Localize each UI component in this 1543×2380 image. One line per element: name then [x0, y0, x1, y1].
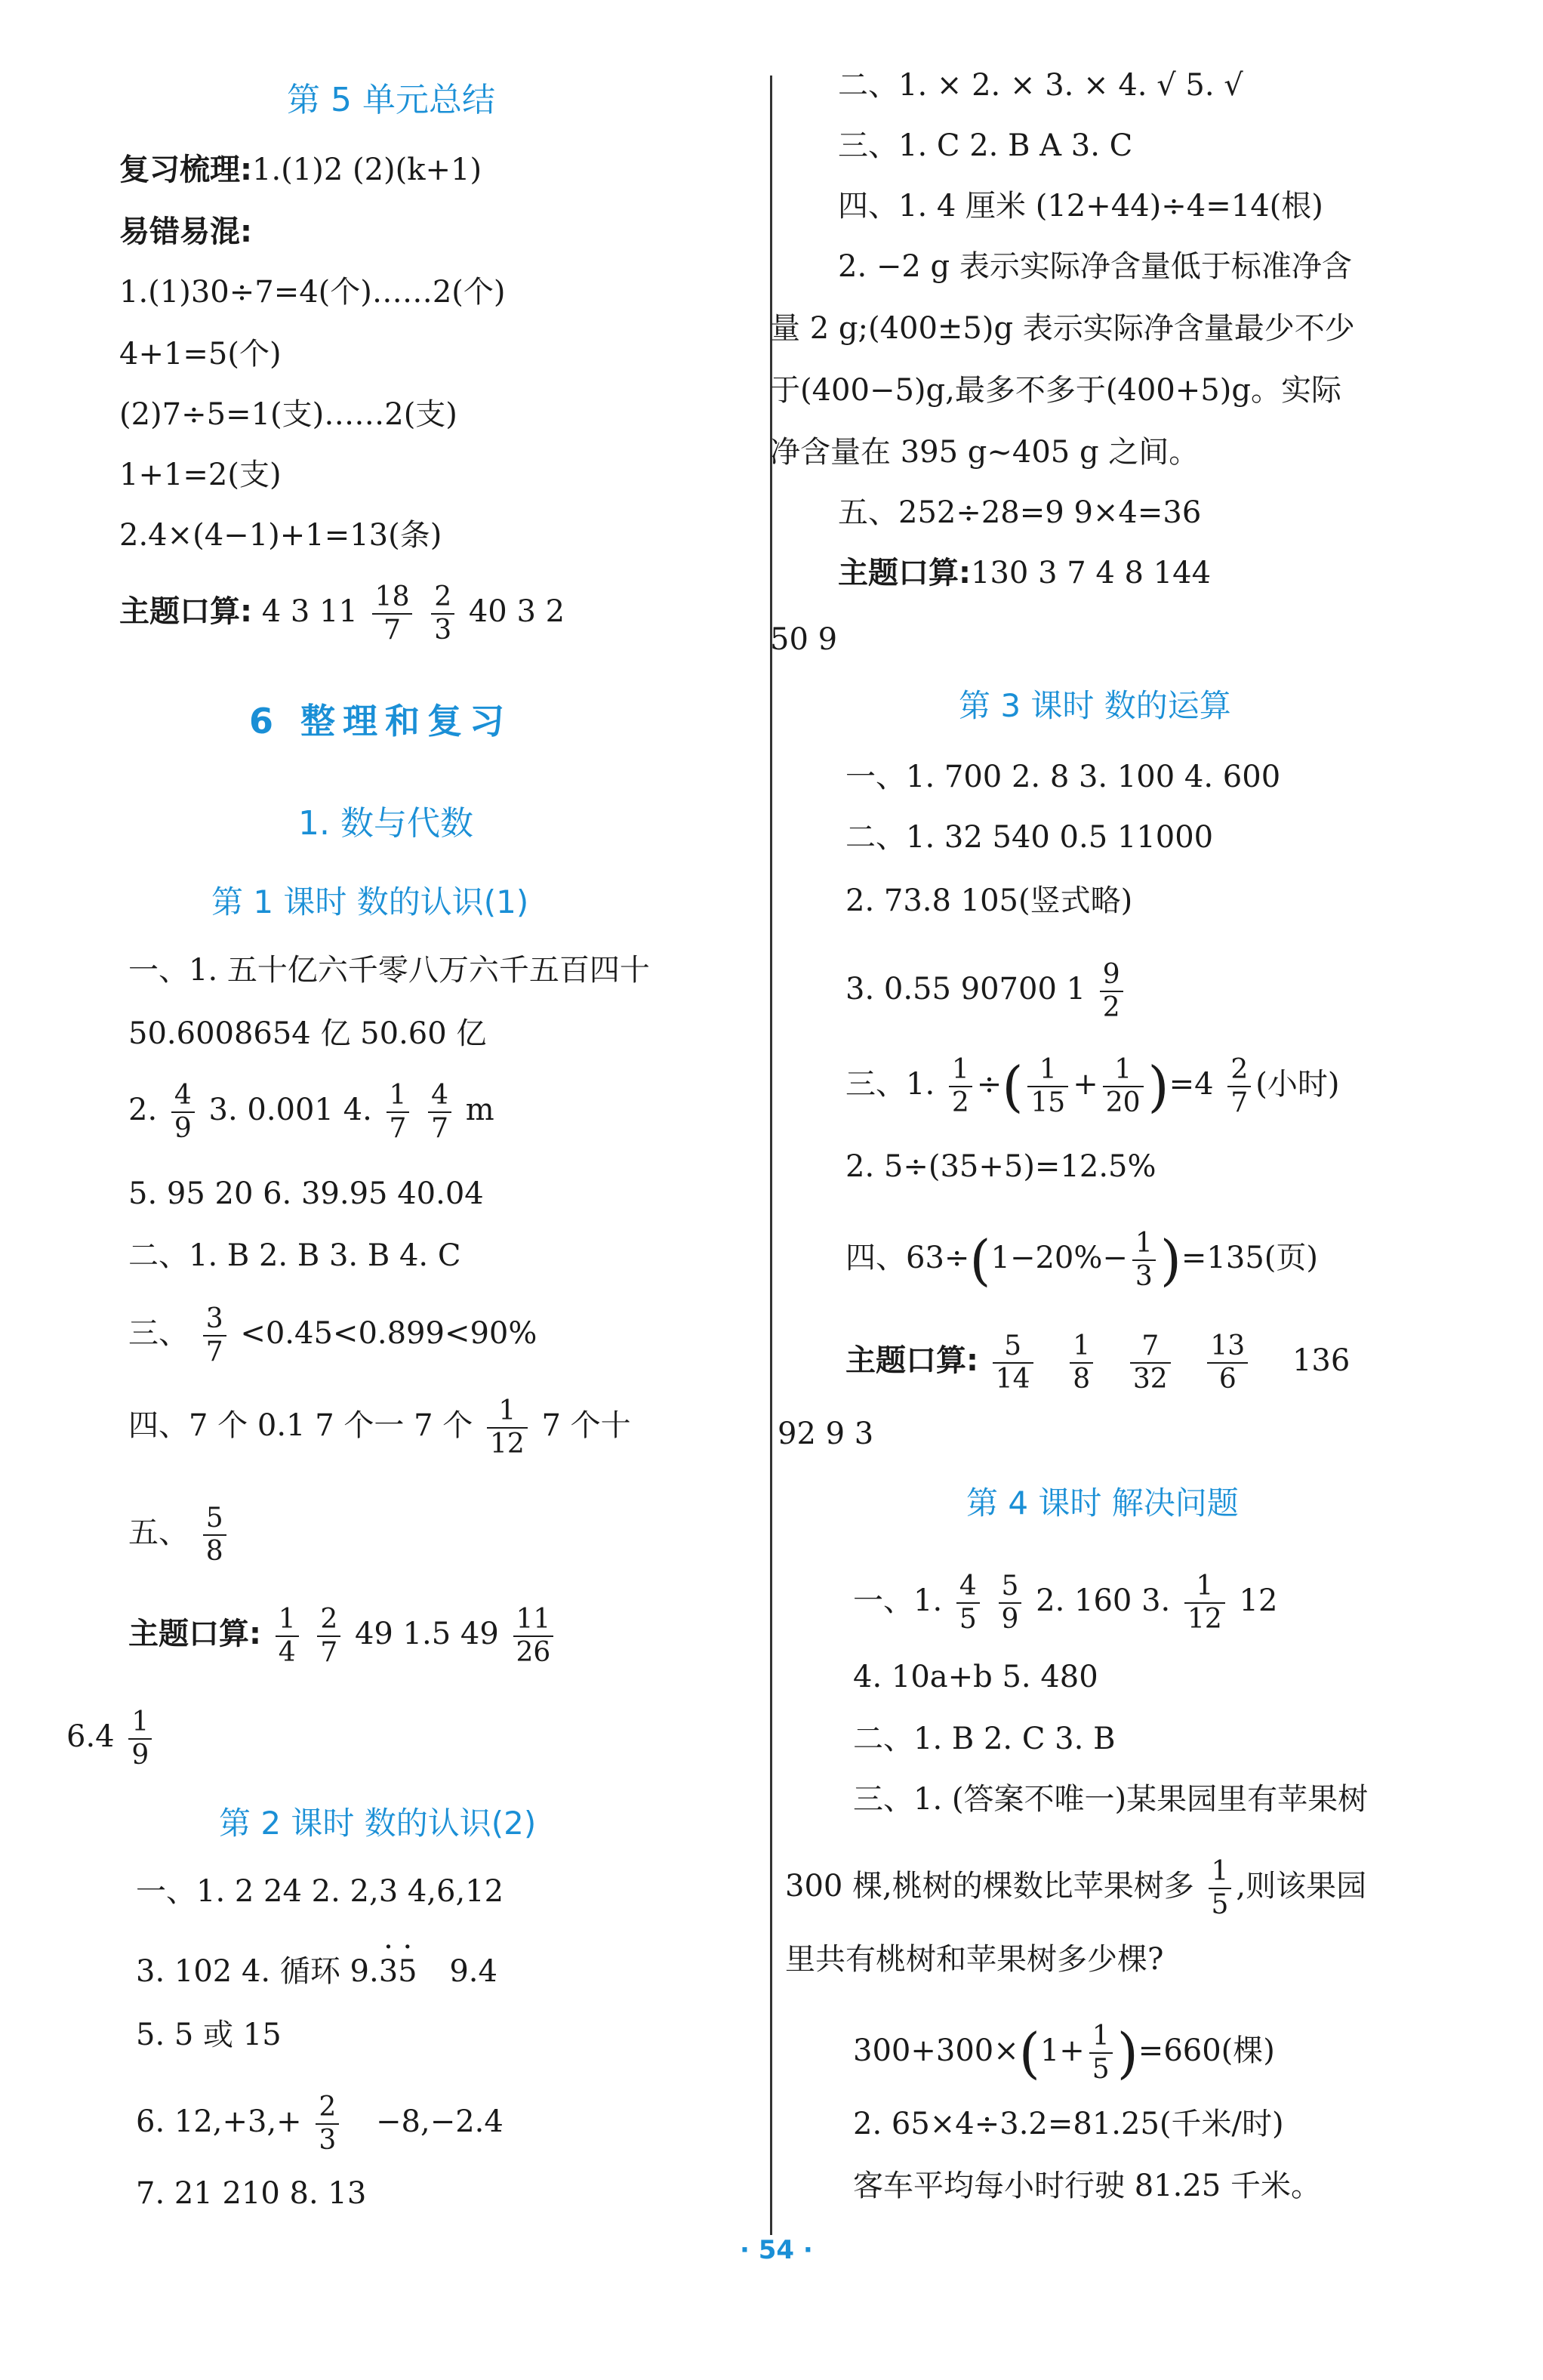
l3-line-3: 2. 73.8 105(竖式略) [845, 883, 1133, 918]
r-line-3: 四、1. 4 厘米 (12+44)÷4=14(根) [838, 189, 1323, 224]
error-line-3: (2)7÷5=1(支)……2(支) [119, 397, 457, 432]
error-line-1: 1.(1)30÷7=4(个)……2(个) [119, 275, 506, 310]
l3-line-5: 三、1. $\frac{1}{2}$ ÷( $\frac{1}{15}$ + $\frac{1}{20}$ )=4 $\frac{2}{7}$ (小时) [845, 1054, 1340, 1118]
l1-line-3: 2. $\frac{4}{9}$ 3. 0.001 4. $\frac{1}{7}$ $\frac{4}{7}$ m [128, 1080, 494, 1144]
kousuan-line: 主题口算: 4 3 11 $\frac{18}{7}$ $\frac{2}{3}$ 40 3 2 [119, 581, 565, 646]
l3-line-9: 92 9 3 [778, 1417, 874, 1451]
r-line-10: 50 9 [770, 622, 838, 657]
error-line-5: 2.4×(4−1)+1=13(条) [119, 518, 442, 553]
l1-line-5: 二、1. B 2. B 3. B 4. C [128, 1238, 461, 1273]
l3-line-1: 一、1. 700 2. 8 3. 100 4. 600 [845, 760, 1281, 794]
l4-line-6: 里共有桃树和苹果树多少棵? [785, 1942, 1164, 1977]
r-line-8: 五、252÷28=9 9×4=36 [838, 495, 1202, 530]
l3-line-7: 四、63÷(1−20%− $\frac{1}{3}$ )=135(页) [845, 1228, 1318, 1292]
l4-line-3: 二、1. B 2. C 3. B [853, 1722, 1116, 1756]
review-line: 复习梳理:1.(1)2 (2)(k+1) [119, 153, 482, 187]
lesson4-title: 第 4 课时 解决问题 [966, 1484, 1239, 1521]
l1-line-6: 三、 $\frac{3}{7}$ <0.45<0.899<90% [128, 1303, 537, 1367]
error-line-4: 1+1=2(支) [119, 458, 282, 492]
error-line-2: 4+1=5(个) [119, 337, 282, 371]
lesson3-title: 第 3 课时 数的运算 [959, 687, 1231, 724]
section-title: 1. 数与代数 [298, 804, 473, 843]
l4-line-9: 客车平均每小时行驶 81.25 千米。 [853, 2169, 1321, 2203]
r-line-9: 主题口算:130 3 7 4 8 144 [838, 556, 1212, 590]
l1-line-2: 50.6008654 亿 50.60 亿 [128, 1016, 487, 1051]
error-label: 易错易混: [119, 214, 252, 249]
l1-line-9: 主题口算: $\frac{1}{4}$ $\frac{2}{7}$ 49 1.5 49 $\frac{11}{26}$ [128, 1604, 558, 1669]
l2-line-5: 7. 21 210 8. 13 [136, 2176, 367, 2211]
lesson1-title: 第 1 课时 数的认识(1) [211, 883, 529, 920]
r-line-4: 2. −2 g 表示实际净含量低于标准净含 [838, 249, 1352, 284]
fraction: $\frac{2}{3}$ [431, 581, 454, 646]
chapter6-title: 6 整理和复习 [249, 701, 513, 741]
l1-line-4: 5. 95 20 6. 39.95 40.04 [128, 1176, 484, 1211]
page-number: · 54 · [740, 2235, 813, 2265]
l1-line-8: 五、 $\frac{5}{8}$ [128, 1503, 231, 1568]
l3-line-6: 2. 5÷(35+5)=12.5% [845, 1149, 1156, 1184]
l3-line-8: 主题口算: $\frac{5}{14}$ $\frac{1}{8}$ $\frac{7}{32}$ $\frac{13}{6}$ 136 [845, 1330, 1351, 1395]
r-line-5: 量 2 g;(400±5)g 表示实际净含量最少不少 [770, 311, 1355, 346]
l4-line-2: 4. 10a+b 5. 480 [853, 1660, 1098, 1694]
l4-line-7: 300+300×(1+ $\frac{1}{5}$ )=660(棵) [853, 2021, 1275, 2085]
l1-line-7: 四、7 个 0.1 7 个一 7 个 $\frac{1}{12}$ 7 个十 [128, 1395, 631, 1460]
lesson2-title: 第 2 课时 数的认识(2) [219, 1805, 537, 1842]
l4-line-5: 300 棵,桃树的棵数比苹果树多 $\frac{1}{5}$ ,则该果园 [785, 1856, 1367, 1920]
r-line-1: 二、1. × 2. × 3. × 4. √ 5. √ [838, 68, 1243, 103]
r-line-2: 三、1. C 2. B A 3. C [838, 128, 1133, 163]
l4-line-4: 三、1. (答案不唯一)某果园里有苹果树 [853, 1782, 1369, 1817]
l3-line-2: 二、1. 32 540 0.5 11000 [845, 820, 1214, 855]
l3-line-4: 3. 0.55 90700 1 $\frac{9}{2}$ [845, 959, 1128, 1024]
l1-line-1: 一、1. 五十亿六千零八万六千五百四十 [128, 953, 650, 988]
unit5-summary-title: 第 5 单元总结 [287, 81, 495, 119]
l2-line-2: 3. 102 4. 循环 9.· 3· 5 9.4 [136, 1953, 497, 1990]
fraction: $\frac{18}{7}$ [372, 581, 413, 646]
l2-line-1: 一、1. 2 24 2. 2,3 4,6,12 [136, 1874, 504, 1909]
r-line-6: 于(400−5)g,最多不多于(400+5)g。实际 [770, 373, 1341, 408]
l1-line-10: 6.4 $\frac{1}{9}$ [66, 1706, 156, 1771]
l2-line-4: 6. 12,+3,+ $\frac{2}{3}$ −8,−2.4 [136, 2092, 504, 2156]
l2-line-3: 5. 5 或 15 [136, 2018, 282, 2052]
l4-line-1: 一、1. $\frac{4}{5}$ $\frac{5}{9}$ 2. 160 3. $\frac{1}{12}$ 12 [853, 1571, 1278, 1635]
l4-line-8: 2. 65×4÷3.2=81.25(千米/时) [853, 2107, 1284, 2141]
r-line-7: 净含量在 395 g~405 g 之间。 [770, 435, 1200, 470]
